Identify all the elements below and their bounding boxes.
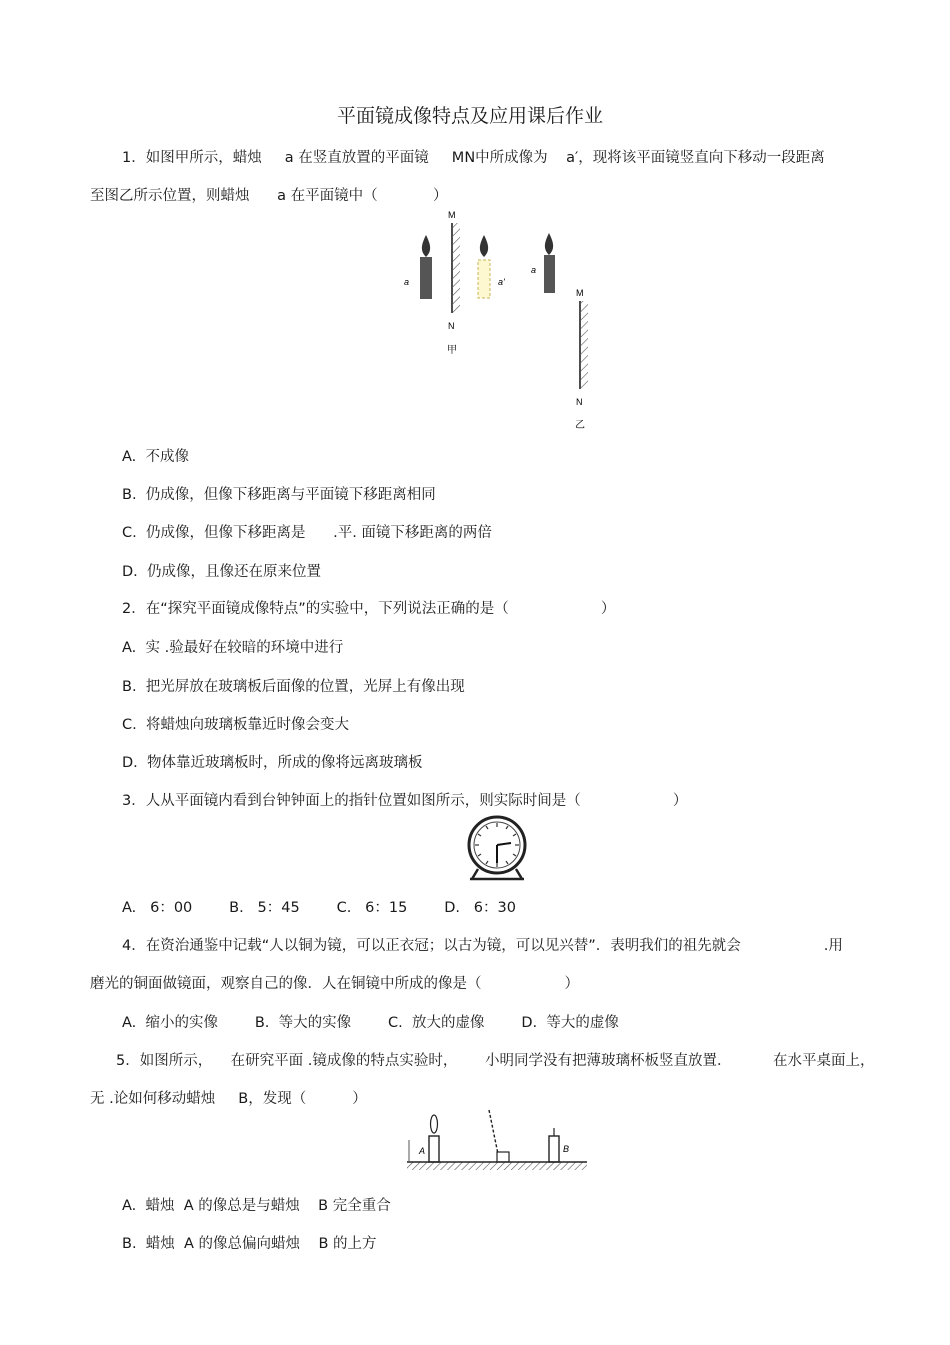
question-1-line-2: 至图乙所示位置，则蜡烛 a 在平面镜中（ ） bbox=[90, 188, 448, 204]
q1-option-a: A. 不成像 bbox=[122, 449, 189, 465]
label-m-yi: M bbox=[576, 288, 584, 298]
clock-figure bbox=[464, 813, 530, 883]
clock-hand-short bbox=[497, 843, 511, 845]
q1-option-c: C. 仍成像，但像下移距离是 .平. 面镜下移距离的两倍 bbox=[122, 525, 492, 541]
label-a-yi: a bbox=[531, 265, 537, 275]
q1-option-d: D. 仍成像，且像还在原来位置 bbox=[122, 564, 321, 580]
q3-options: A. 6：00 B. 5：45 C. 6：15 D. 6：30 bbox=[122, 900, 516, 916]
candle-b bbox=[549, 1128, 559, 1162]
label-yi: 乙 bbox=[575, 420, 585, 431]
label-candle-a: A bbox=[419, 1146, 426, 1156]
label-n-jia: N bbox=[448, 321, 455, 331]
q2-option-a: A. 实 .验最好在较暗的环境中进行 bbox=[122, 640, 344, 656]
candle-image-a-prime bbox=[478, 235, 490, 298]
q2-option-d: D. 物体靠近玻璃板时，所成的像将远离玻璃板 bbox=[122, 755, 423, 771]
glass-plate-tilted bbox=[489, 1110, 498, 1154]
label-n-yi: N bbox=[576, 397, 583, 407]
label-a-prime: a' bbox=[498, 277, 505, 287]
label-jia: 甲 bbox=[447, 345, 457, 356]
q5-option-a: A. 蜡烛 A 的像总是与蜡烛 B 完全重合 bbox=[122, 1198, 391, 1214]
candle-a bbox=[429, 1115, 439, 1162]
question-4-line-1: 4．在资治通鉴中记载“人以铜为镜，可以正衣冠；以古为镜，可以见兴替”．表明我们的祖先就会 .用 bbox=[122, 938, 843, 954]
question-4-line-2: 磨光的铜面做镜面，观察自己的像．人在铜镜中所成的像是（ ） bbox=[90, 976, 579, 992]
question-2-stem: 2．在“探究平面镜成像特点”的实验中，下列说法正确的是（ ） bbox=[122, 601, 616, 617]
mirror-hatch-yi bbox=[580, 301, 588, 389]
mirror-hatch-jia bbox=[452, 223, 460, 313]
question-3-stem: 3．人从平面镜内看到台钟钟面上的指针位置如图所示，则实际时间是（ ） bbox=[122, 793, 688, 809]
q5-option-b: B. 蜡烛 A 的像总偏向蜡烛 B 的上方 bbox=[122, 1236, 377, 1252]
page-title: 平面镜成像特点及应用课后作业 bbox=[336, 105, 603, 127]
q4-options: A. 缩小的实像 B. 等大的实像 C. 放大的虚像 D. 等大的虚像 bbox=[122, 1015, 619, 1031]
label-m-jia: M bbox=[448, 210, 456, 220]
question-1-line-1: 1．如图甲所示，蜡烛 a 在竖直放置的平面镜 MN中所成像为 a′，现将该平面镜竖直向下移动一段距离 bbox=[122, 150, 825, 166]
glass-plate-base bbox=[497, 1152, 509, 1162]
q1-option-b: B. 仍成像，但像下移距离与平面镜下移距离相同 bbox=[122, 487, 436, 503]
question-1-figure bbox=[390, 205, 610, 435]
candle-a-yi bbox=[544, 233, 555, 293]
q2-option-b: B. 把光屏放在玻璃板后面像的位置，光屏上有像出现 bbox=[122, 679, 465, 695]
candle-a-jia bbox=[420, 235, 432, 299]
question-5-line-2: 无 .论如何移动蜡烛 B，发现（ ） bbox=[90, 1091, 367, 1107]
table-hatch bbox=[407, 1162, 587, 1170]
question-5-line-1: 5．如图所示， 在研究平面 .镜成像的特点实验时， 小明同学没有把薄玻璃杯板竖直放置． 在水平桌面上， bbox=[116, 1053, 875, 1069]
label-candle-b: B bbox=[563, 1144, 570, 1154]
label-a-jia: a bbox=[404, 277, 410, 287]
q2-option-c: C. 将蜡烛向玻璃板靠近时像会变大 bbox=[122, 717, 349, 733]
question-5-figure bbox=[405, 1106, 590, 1178]
